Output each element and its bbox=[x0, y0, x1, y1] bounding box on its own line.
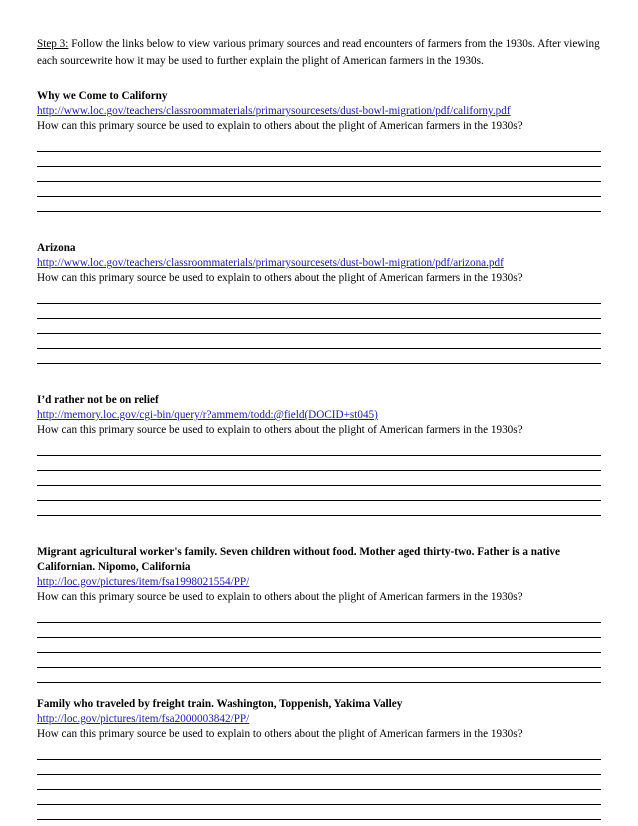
source-title: Family who traveled by freight train. Washington, Toppenish, Yakima Valley bbox=[37, 698, 403, 710]
answer-line[interactable] bbox=[37, 638, 601, 653]
answer-line[interactable] bbox=[37, 486, 601, 501]
answer-line[interactable] bbox=[37, 623, 601, 638]
source-section-freight-train bbox=[37, 697, 601, 820]
source-question: How can this primary source be used to explain to others about the plight of American farmers in the 1930s? bbox=[37, 120, 523, 132]
answer-lines bbox=[37, 295, 601, 364]
source-question: How can this primary source be used to explain to others about the plight of American farmers in the 1930s? bbox=[37, 272, 523, 284]
answer-line[interactable] bbox=[37, 319, 601, 334]
answer-line[interactable] bbox=[37, 751, 601, 760]
answer-line[interactable] bbox=[37, 152, 601, 167]
answer-line[interactable] bbox=[37, 775, 601, 790]
answer-line[interactable] bbox=[37, 295, 601, 304]
answer-line[interactable] bbox=[37, 456, 601, 471]
source-section-migrant-family bbox=[37, 545, 601, 683]
source-title: Migrant agricultural worker's family. Seven children without food. Mother aged thirty-two. Father is a native Californian. Nipomo, California bbox=[37, 546, 560, 573]
source-section-arizona bbox=[37, 241, 601, 364]
answer-line[interactable] bbox=[37, 447, 601, 456]
worksheet-page bbox=[37, 36, 601, 820]
answer-line[interactable] bbox=[37, 304, 601, 319]
source-question: How can this primary source be used to explain to others about the plight of American farmers in the 1930s? bbox=[37, 424, 523, 436]
answer-line[interactable] bbox=[37, 501, 601, 516]
answer-lines bbox=[37, 447, 601, 516]
answer-line[interactable] bbox=[37, 334, 601, 349]
source-title: Why we Come to Californy bbox=[37, 90, 168, 102]
source-link[interactable]: http://www.loc.gov/teachers/classroommaterials/primarysourcesets/dust-bowl-migration/pdf/arizona.pdf bbox=[37, 257, 504, 269]
answer-line[interactable] bbox=[37, 143, 601, 152]
source-link[interactable]: http://memory.loc.gov/cgi-bin/query/r?ammem/todd:@field(DOCID+st045) bbox=[37, 409, 378, 421]
source-question: How can this primary source be used to explain to others about the plight of American farmers in the 1930s? bbox=[37, 591, 523, 603]
source-title: Arizona bbox=[37, 242, 76, 254]
answer-line[interactable] bbox=[37, 614, 601, 623]
step-instructions-text: Follow the links below to view various primary sources and read encounters of farmers from the 1930s. After viewing each sourcewrite how it may be used to further explain the plight of American farmers in the 1930s. bbox=[37, 38, 600, 67]
answer-line[interactable] bbox=[37, 167, 601, 182]
source-section-californy bbox=[37, 89, 601, 212]
answer-line[interactable] bbox=[37, 471, 601, 486]
answer-line[interactable] bbox=[37, 653, 601, 668]
source-link[interactable]: http://loc.gov/pictures/item/fsa1998021554/PP/ bbox=[37, 576, 250, 588]
answer-line[interactable] bbox=[37, 805, 601, 820]
step-instructions bbox=[37, 36, 601, 70]
answer-line[interactable] bbox=[37, 197, 601, 212]
answer-line[interactable] bbox=[37, 349, 601, 364]
source-section-relief bbox=[37, 393, 601, 516]
source-title: I’d rather not be on relief bbox=[37, 394, 159, 406]
source-link[interactable]: http://www.loc.gov/teachers/classroommaterials/primarysourcesets/dust-bowl-migration/pdf/californy.pdf bbox=[37, 105, 511, 117]
answer-line[interactable] bbox=[37, 760, 601, 775]
source-question: How can this primary source be used to explain to others about the plight of American farmers in the 1930s? bbox=[37, 728, 523, 740]
answer-lines bbox=[37, 143, 601, 212]
answer-line[interactable] bbox=[37, 182, 601, 197]
answer-lines bbox=[37, 751, 601, 820]
source-link[interactable]: http://loc.gov/pictures/item/fsa2000003842/PP/ bbox=[37, 713, 250, 725]
answer-line[interactable] bbox=[37, 790, 601, 805]
answer-lines bbox=[37, 614, 601, 683]
step-label: Step 3: bbox=[37, 38, 69, 50]
answer-line[interactable] bbox=[37, 668, 601, 683]
